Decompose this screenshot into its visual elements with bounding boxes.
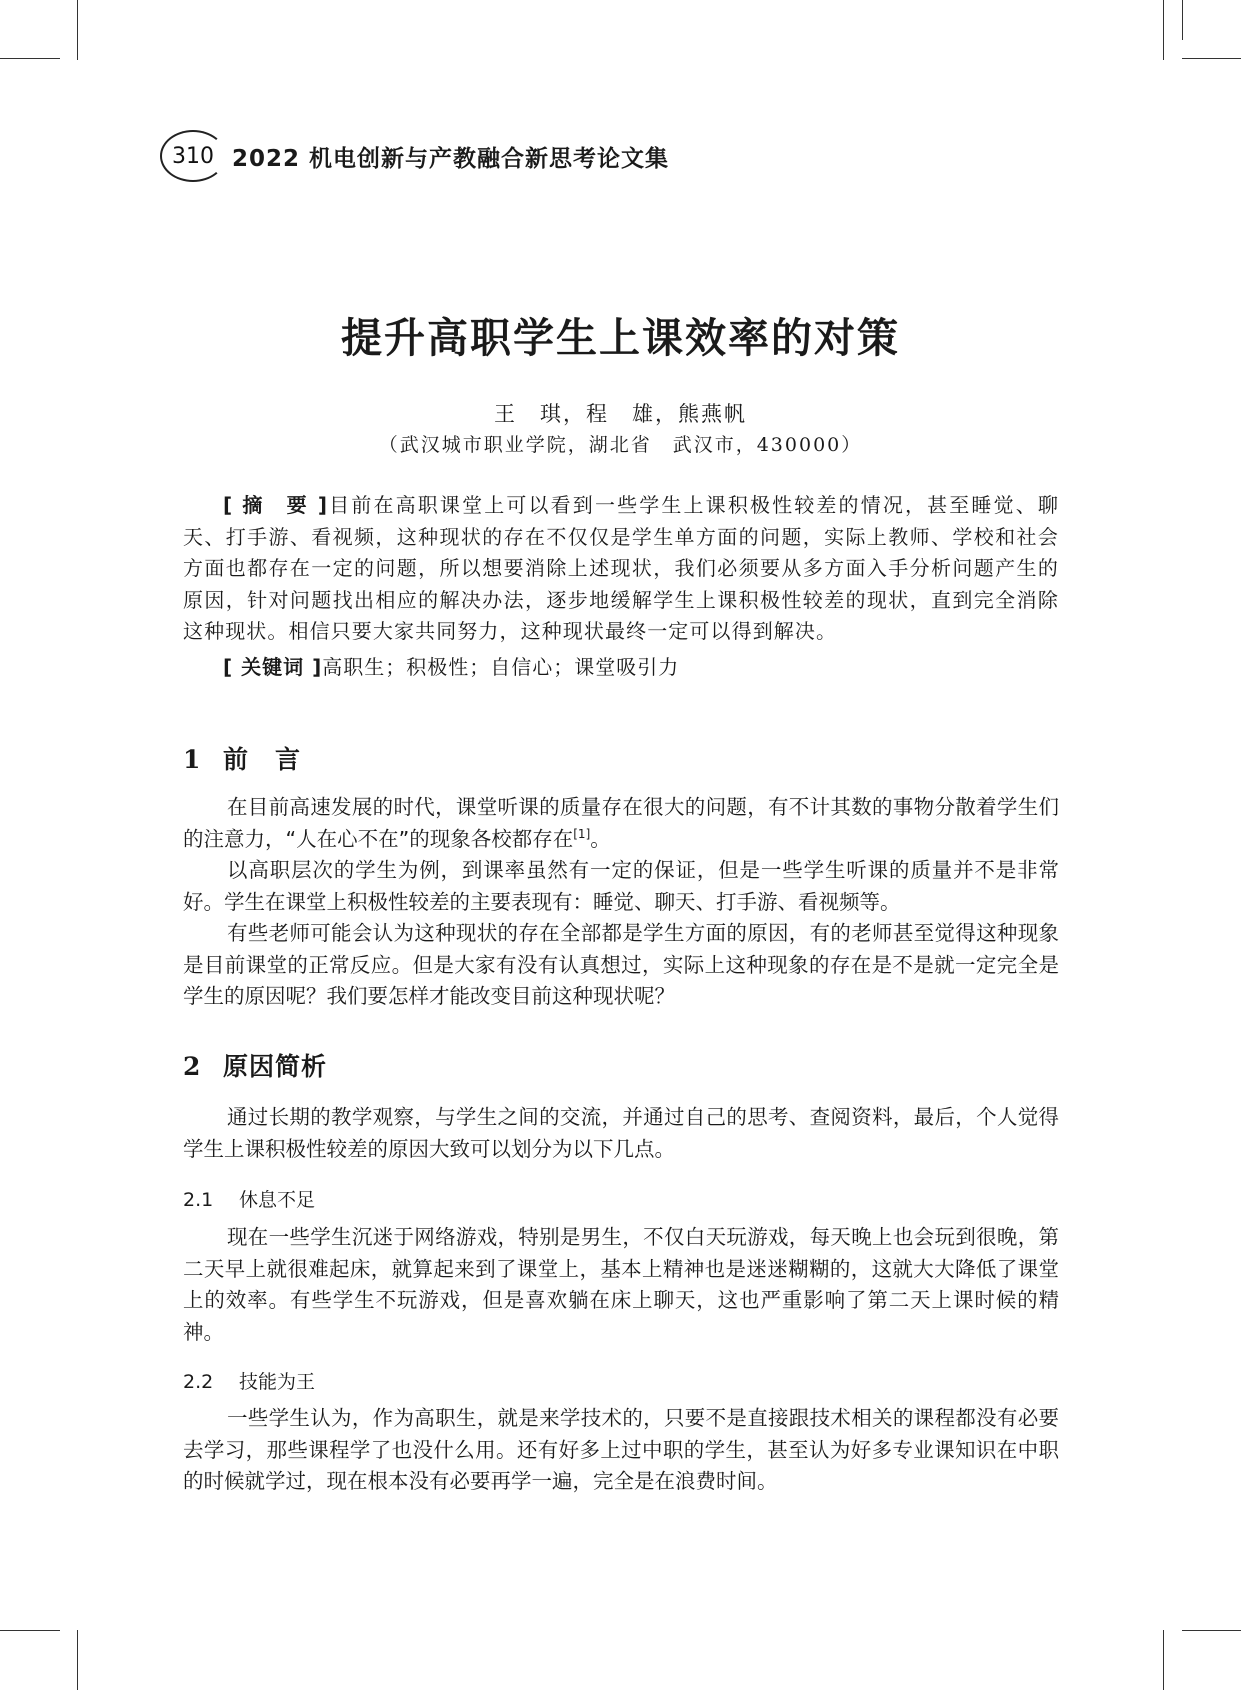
subsection-heading bbox=[183, 1185, 315, 1212]
section-number: 1 bbox=[183, 745, 202, 774]
page-number: 310 bbox=[172, 143, 214, 169]
paper-title: 提升高职学生上课效率的对策 bbox=[341, 314, 900, 362]
section-title: 前 言 bbox=[223, 745, 302, 774]
crop-mark bbox=[1182, 0, 1183, 40]
subsection-body bbox=[183, 1222, 1059, 1348]
section-title: 原因简析 bbox=[223, 1052, 328, 1081]
page-number-badge bbox=[160, 130, 226, 182]
citation-ref: [1] bbox=[573, 826, 591, 841]
subsection-number: 2.2 bbox=[183, 1371, 214, 1393]
paragraph-text: 在目前高速发展的时代，课堂听课的质量存在很大的问题，有不计其数的事物分散着学生们的注意力，“人在心不在”的现象各校都存在 bbox=[183, 795, 1059, 851]
section-body bbox=[183, 1102, 1059, 1165]
affiliation: （武汉城市职业学院，湖北省 武汉市，430000） bbox=[378, 434, 863, 456]
keywords-label: [ 关键词 ] bbox=[223, 655, 323, 679]
crop-mark bbox=[1182, 58, 1241, 59]
abstract-label: [ 摘 要 ] bbox=[223, 493, 329, 517]
paragraph bbox=[183, 792, 1059, 855]
crop-mark bbox=[77, 0, 78, 60]
paragraph: 现在一些学生沉迷于网络游戏，特别是男生，不仅白天玩游戏，每天晚上也会玩到很晚，第二天早上就很难起床，就算起来到了课堂上，基本上精神也是迷迷糊糊的，这就大大降低了课堂上的效率。有些学生不玩游戏，但是喜欢躺在床上聊天，这也严重影响了第二天上课时候的精神。 bbox=[183, 1225, 1059, 1344]
section-heading bbox=[183, 1047, 327, 1083]
crop-mark bbox=[0, 1630, 60, 1631]
running-title: 2022 机电创新与产教融合新思考论文集 bbox=[232, 146, 670, 172]
subsection-title: 休息不足 bbox=[239, 1189, 316, 1211]
subsection-number: 2.1 bbox=[183, 1189, 214, 1211]
subsection-body bbox=[183, 1403, 1059, 1498]
keywords-text: 高职生；积极性；自信心；课堂吸引力 bbox=[322, 655, 680, 679]
section-body bbox=[183, 792, 1059, 1013]
crop-mark bbox=[1163, 1630, 1164, 1690]
authors: 王 琪，程 雄，熊燕帆 bbox=[494, 402, 747, 426]
paragraph: 有些老师可能会认为这种现状的存在全部都是学生方面的原因，有的老师甚至觉得这种现象是目前课堂的正常反应。但是大家有没有认真想过，实际上这种现象的存在是不是就一定完全是学生的原因呢？我们要怎样才能改变目前这种现状呢？ bbox=[183, 921, 1059, 1008]
abstract bbox=[183, 490, 1059, 648]
paragraph: 通过长期的教学观察，与学生之间的交流，并通过自己的思考、查阅资料，最后，个人觉得学生上课积极性较差的原因大致可以划分为以下几点。 bbox=[183, 1105, 1059, 1161]
crop-mark bbox=[0, 58, 60, 59]
abstract-text: 目前在高职课堂上可以看到一些学生上课积极性较差的情况，甚至睡觉、聊天、打手游、看视频，这种现状的存在不仅仅是学生单方面的问题，实际上教师、学校和社会方面也都存在一定的问题，所以想要消除上述现状，我们必须要从多方面入手分析问题产生的原因，针对问题找出相应的解决办法，逐步地缓解学生上课积极性较差的现状，直到完全消除这种现状。相信只要大家共同努力，这种现状最终一定可以得到解决。 bbox=[183, 493, 1059, 643]
section-heading bbox=[183, 740, 301, 776]
subsection-heading bbox=[183, 1367, 315, 1394]
paragraph-text: 。 bbox=[590, 826, 611, 851]
paragraph: 一些学生认为，作为高职生，就是来学技术的，只要不是直接跟技术相关的课程都没有必要去学习，那些课程学了也没什么用。还有好多上过中职的学生，甚至认为好多专业课知识在中职的时候就学过，现在根本没有必要再学一遍，完全是在浪费时间。 bbox=[183, 1406, 1059, 1493]
keywords bbox=[223, 651, 679, 680]
crop-mark bbox=[1182, 1630, 1241, 1631]
section-number: 2 bbox=[183, 1052, 202, 1081]
subsection-title: 技能为王 bbox=[239, 1371, 316, 1393]
crop-mark bbox=[1163, 0, 1164, 60]
crop-mark bbox=[77, 1630, 78, 1690]
paragraph: 以高职层次的学生为例，到课率虽然有一定的保证，但是一些学生听课的质量并不是非常好。学生在课堂上积极性较差的主要表现有：睡觉、聊天、打手游、看视频等。 bbox=[183, 858, 1059, 914]
